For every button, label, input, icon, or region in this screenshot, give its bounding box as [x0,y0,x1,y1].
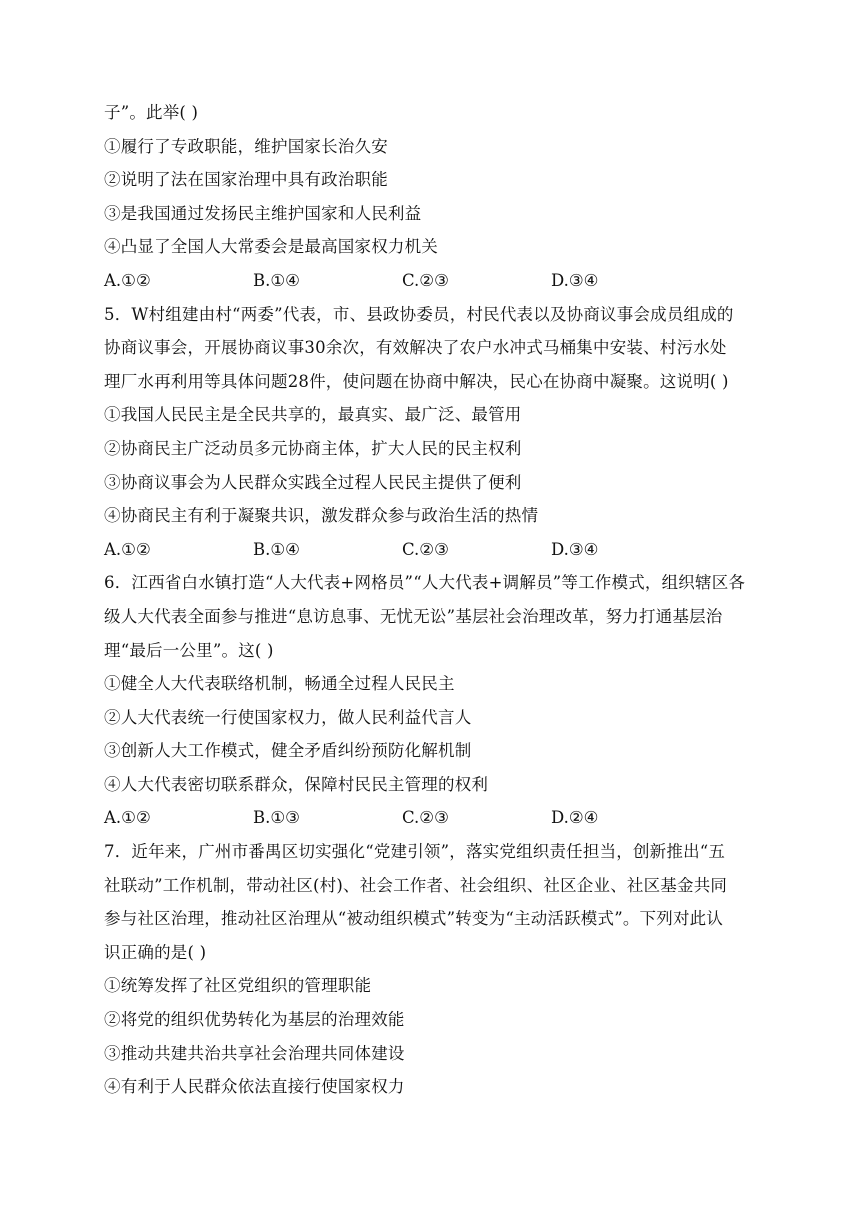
answer-option[interactable]: A.①② [104,539,151,559]
answer-option[interactable]: D.③④ [551,539,599,559]
statement-choice: ④凸显了全国人大常委会是最高国家权力机关 [104,237,438,257]
answer-option[interactable]: B.①④ [253,539,300,559]
answer-option[interactable]: C.②③ [402,270,449,290]
question-stem-line: 7．近年来，广州市番禺区切实强化“党建引领”，落实党组织责任担当，创新推出“五 [104,842,726,862]
statement-choice: ①健全人大代表联络机制，畅通全过程人民民主 [104,674,455,694]
question-stem-line: 参与社区治理，推动社区治理从“被动组织模式”转变为“主动活跃模式”。下列对此认 [104,909,724,929]
question-stem-line: 理“最后一公里”。这( ) [104,640,274,660]
question-stem-line: 6．江西省白水镇打造“人大代表+网格员”“人大代表+调解员”等工作模式，组织辖区各 [104,573,746,593]
question-stem-line: 子”。此举( ) [104,103,199,122]
statement-choice: ④有利于人民群众依法直接行使国家权力 [104,1077,405,1097]
answer-options [104,801,764,835]
question-q7 [104,835,764,1104]
statement-choice: ③推动共建共治共享社会治理共同体建设 [104,1043,405,1063]
statement-choice: ③是我国通过发扬民主维护国家和人民利益 [104,203,422,223]
answer-options [104,533,764,567]
answer-option[interactable]: C.②③ [402,808,449,828]
question-list [104,96,764,1104]
answer-option[interactable]: C.②③ [402,539,449,559]
statement-choice: ③协商议事会为人民群众实践全过程人民民主提供了便利 [104,472,522,492]
answer-option[interactable]: D.③④ [551,270,599,290]
statement-choice: ④协商民主有利于凝聚共识，激发群众参与政治生活的热情 [104,506,539,526]
question-stem-line: 社联动”工作机制，带动社区(村)、社会工作者、社会组织、社区企业、社区基金共同 [104,875,728,895]
question-stem-line: 协商议事会，开展协商议事30余次，有效解决了农户水冲式马桶集中安装、村污水处 [104,338,727,358]
answer-option[interactable]: B.①③ [253,808,300,828]
question-q4 [104,96,764,298]
answer-option[interactable]: A.①② [104,270,151,290]
answer-option[interactable]: B.①④ [253,270,300,290]
statement-choice: ④人大代表密切联系群众，保障村民民主管理的权利 [104,774,489,794]
question-stem-line: 理厂水再利用等具体问题28件，使问题在协商中解决，民心在协商中凝聚。这说明( ) [104,371,729,391]
statement-choice: ①统筹发挥了社区党组织的管理职能 [104,976,372,996]
question-stem-line: 级人大代表全面参与推进“息访息事、无忧无讼”基层社会治理改革，努力打通基层治 [104,606,723,626]
answer-option[interactable]: A.①② [104,808,151,828]
statement-choice: ②说明了法在国家治理中具有政治职能 [104,170,388,190]
question-stem-line: 识正确的是( ) [104,942,207,962]
statement-choice: ①我国人民民主是全民共享的，最真实、最广泛、最管用 [104,405,522,425]
question-q5 [104,298,764,567]
statement-choice: ②人大代表统一行使国家权力，做人民利益代言人 [104,707,472,727]
answer-options [104,264,764,298]
statement-choice: ②将党的组织优势转化为基层的治理效能 [104,1010,405,1030]
statement-choice: ①履行了专政职能，维护国家长治久安 [104,136,388,156]
answer-option[interactable]: D.②④ [551,808,599,828]
statement-choice: ③创新人大工作模式，健全矛盾纠纷预防化解机制 [104,741,472,761]
statement-choice: ②协商民主广泛动员多元协商主体，扩大人民的民主权利 [104,438,522,458]
question-stem-line: 5．W村组建由村“两委”代表，市、县政协委员，村民代表以及协商议事会成员组成的 [104,304,734,324]
question-q6 [104,566,764,835]
